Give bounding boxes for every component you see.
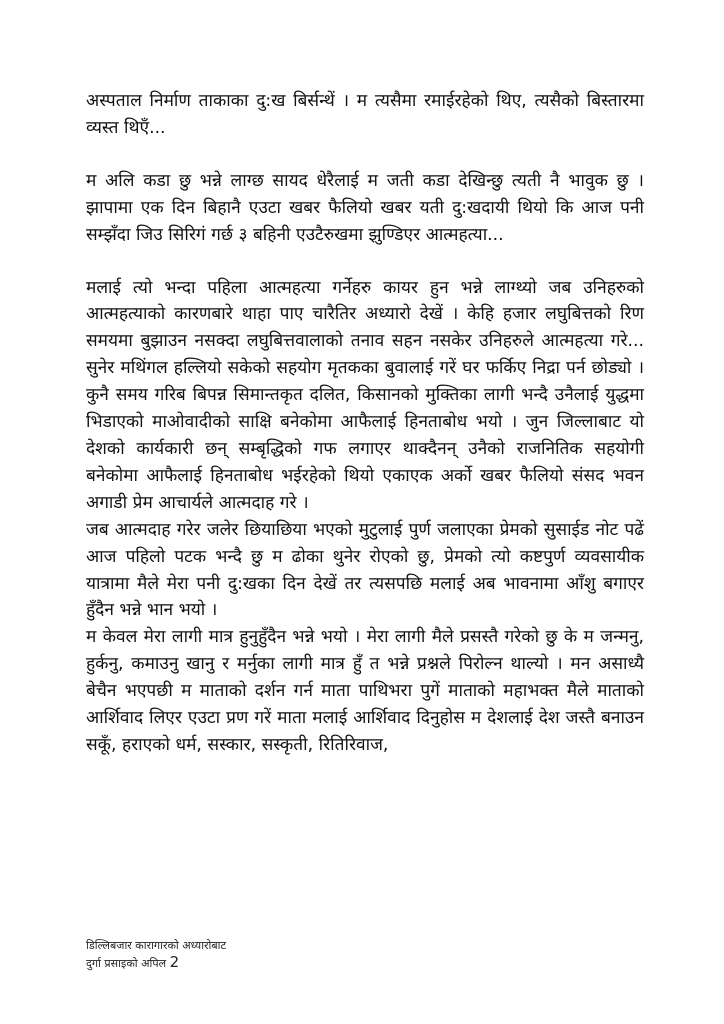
paragraph-5: म केवल मेरा लागी मात्र हुनुहुँदैन भन्ने भयो । मेरा लागी मैले प्रसस्तै गरेको छु के म जन्मनु, हुर्कनु, कमाउनु खानु र मर्नुका लागी मात्र हुँ त भन्ने प्रश्नले पिरोल्न थाल्यो । मन असाध्यै बेचैन भएपछी म माताको दर्शन गर्न माता पाथिभरा पुगें माताको महाभक्त मैले माताको आर्शिवाद लिएर एउटा प्रण गरें माता मलाई आर्शिवाद दिनुहोस म देशलाई देश जस्तै बनाउन सकूँ, हराएको धर्म, सस्कार, सस्कृती, रितिरिवाज,: [86, 627, 644, 755]
page-number: 2: [169, 953, 180, 971]
footer-source-line: डिल्लिबजार कारागारको अध्यारोबाट: [86, 939, 227, 952]
paragraph-3: मलाई त्यो भन्दा पहिला आत्महत्या गर्नेहरु कायर हुन भन्ने लाग्थ्यो जब उनिहरुको आत्महत्याको कारणबारे थाहा पाए चारैतिर अध्यारो देखें । केहि हजार लघुबित्तको रिण समयमा बुझाउन नसक्दा लघुबित्तवालाको तनाव सहन नसकेर उनिहरुले आत्महत्या गरे... सुनेर मथिंगल हल्लियो सकेको सहयोग मृतकका बुवालाई गरें घर फर्किए निद्रा पर्न छोड्यो । कुनै समय गरिब बिपन्न सिमान्तकृत दलित, किसानको मुक्तिका लागी भन्दै उनैलाई युद्धमा भिडाएको माओवादीको साक्षि बनेकोमा आफैलाई हिनताबोध भयो । जुन जिल्लाबाट यो देशको कार्यकारी छन् सम्बृद्धिको गफ लगाएर थाक्दैनन् उनैको राजनितिक सहयोगी बनेकोमा आफैलाई हिनताबोध भईरहेको थियो एकाएक अर्को खबर फैलियो संसद भवन अगाडी प्रेम आचार्यले आत्मदाह गरे ।: [86, 277, 644, 513]
paragraph-2: म अलि कडा छु भन्ने लाग्छ सायद धेरैलाई म जती कडा देखिन्छु त्यती नै भावुक छु । झापामा एक दिन बिहानै एउटा खबर फैलियो खबर यती दु:खदायी थियो कि आज पनी सम्झँदा जिउ सिरिगं गर्छ ३ बहिनी एउटैरुखमा झुण्डिएर आत्महत्या...: [86, 170, 644, 245]
paragraph-4: जब आत्मदाह गरेर जलेर छियाछिया भएको मुटुलाई पुर्ण जलाएका प्रेमको सुसाईड नोट पढें आज पहिलो पटक भन्दै छु म ढोका थुनेर रोएको छु, प्रेमको त्यो कष्टपुर्ण व्यवसायीक यात्रामा मैले मेरा पनी दु:खका दिन देखें तर त्यसपछि मलाई अब भावनामा आँशु बगाएर हुँदैन भन्ने भान भयो ।: [86, 519, 644, 621]
paragraph-1: अस्पताल निर्माण ताकाका दु:ख बिर्सन्थें । म त्यसैमा रमाईरहेको थिए, त्यसैको बिस्तारमा व्यस्त थिएँ...: [86, 91, 644, 138]
footer-author: दुर्गा प्रसाइको अपिल: [86, 957, 167, 970]
letter-body: [86, 88, 644, 759]
page-footer: [86, 937, 386, 972]
footer-author-line: [86, 954, 386, 972]
